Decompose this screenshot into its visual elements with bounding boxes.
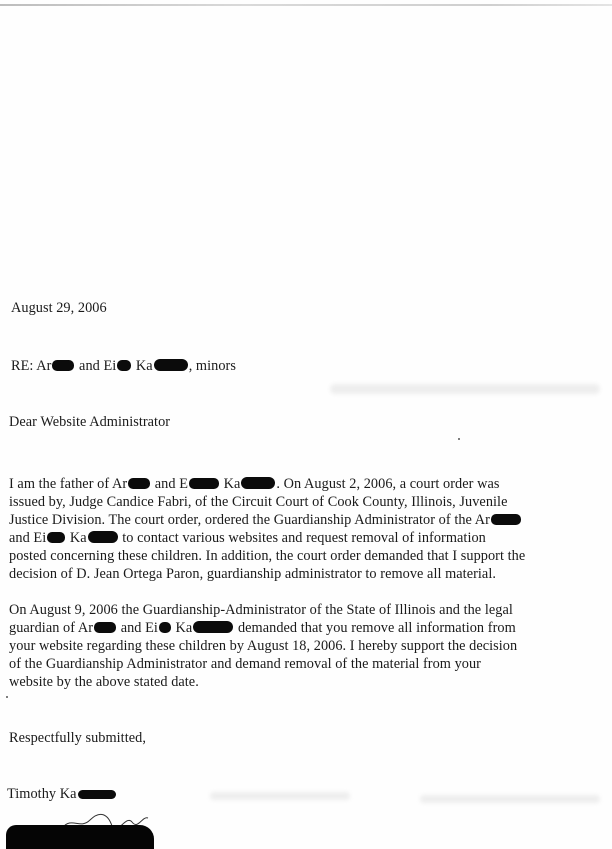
re-line-prefix: RE: Ar [11, 358, 52, 374]
p1-l1-text-c: Ka [219, 476, 241, 492]
p2-l2-text-b: and Ei [117, 620, 158, 636]
paragraph2-line1: On August 9, 2006 the Guardianship-Administrator of the State of Illinois and the legal [9, 602, 513, 618]
redaction-mark [491, 514, 521, 525]
redaction-mark [117, 360, 131, 371]
paragraph1-line6: decision of D. Jean Ortega Paron, guardianship administrator to remove all material. [9, 566, 496, 582]
p2-l2-text-a: guardian of Ar [9, 620, 94, 636]
scan-smudge [210, 792, 350, 800]
scan-smudge [330, 384, 600, 394]
re-line [11, 358, 236, 375]
scan-speck [6, 696, 8, 698]
signer-name-text: Timothy Ka [7, 786, 77, 802]
p1-l4-text-a: and Ei [9, 530, 47, 546]
redaction-mark [154, 359, 188, 371]
scan-speck [458, 438, 460, 440]
salutation: Dear Website Administrator [9, 414, 171, 430]
p1-l3-text: Justice Division. The court order, ordered the Guardianship Administrator of the Ar [9, 512, 490, 528]
redaction-mark [159, 622, 171, 633]
redaction-mark [193, 621, 233, 633]
re-line-mid1: and Ei [75, 358, 117, 374]
p1-l4-text-b: Ka [66, 530, 87, 546]
p2-l2-text-d: demanded that you remove all information from [234, 620, 516, 636]
paragraph2-line4: of the Guardianship Administrator and demand removal of the material from your [9, 656, 481, 672]
p1-l1-text-d: . On August 2, 2006, a court order was [276, 476, 500, 492]
paragraph1-line5: posted concerning these children. In addition, the court order demanded that I support the [9, 548, 526, 564]
paragraph2-line2 [9, 620, 516, 637]
scan-edge-line [0, 4, 612, 6]
redaction-mark [78, 790, 116, 799]
redaction-mark [94, 622, 116, 633]
redaction-mark [88, 531, 118, 543]
re-line-mid2: Ka [132, 358, 153, 374]
paragraph1-line4 [9, 530, 486, 547]
redaction-mark [128, 478, 150, 489]
redaction-mark [241, 477, 275, 489]
re-line-suffix: , minors [188, 358, 236, 374]
signer-name [7, 786, 117, 803]
p1-l1-text-b: and E [151, 476, 188, 492]
paragraph2-line3: your website regarding these children by August 18, 2006. I hereby support the decision [9, 638, 518, 654]
scan-smudge [420, 795, 600, 803]
p1-l4-text-c: to contact various websites and request removal of information [118, 530, 486, 546]
paragraph1-line2: issued by, Judge Candice Fabri, of the Circuit Court of Cook County, Illinois, Juvenile [9, 494, 508, 510]
signature-redaction [6, 825, 154, 849]
p1-l1-text-a: I am the father of Ar [9, 476, 128, 492]
paragraph1-line1 [9, 476, 499, 493]
p2-l2-text-c: Ka [171, 620, 193, 636]
redaction-mark [52, 360, 74, 371]
paragraph2-line5: website by the above stated date. [9, 674, 199, 690]
redaction-mark [189, 478, 219, 489]
letter-date: August 29, 2006 [11, 300, 107, 316]
closing: Respectfully submitted, [9, 730, 146, 746]
redaction-mark [47, 532, 65, 543]
paragraph1-line3 [9, 512, 522, 529]
